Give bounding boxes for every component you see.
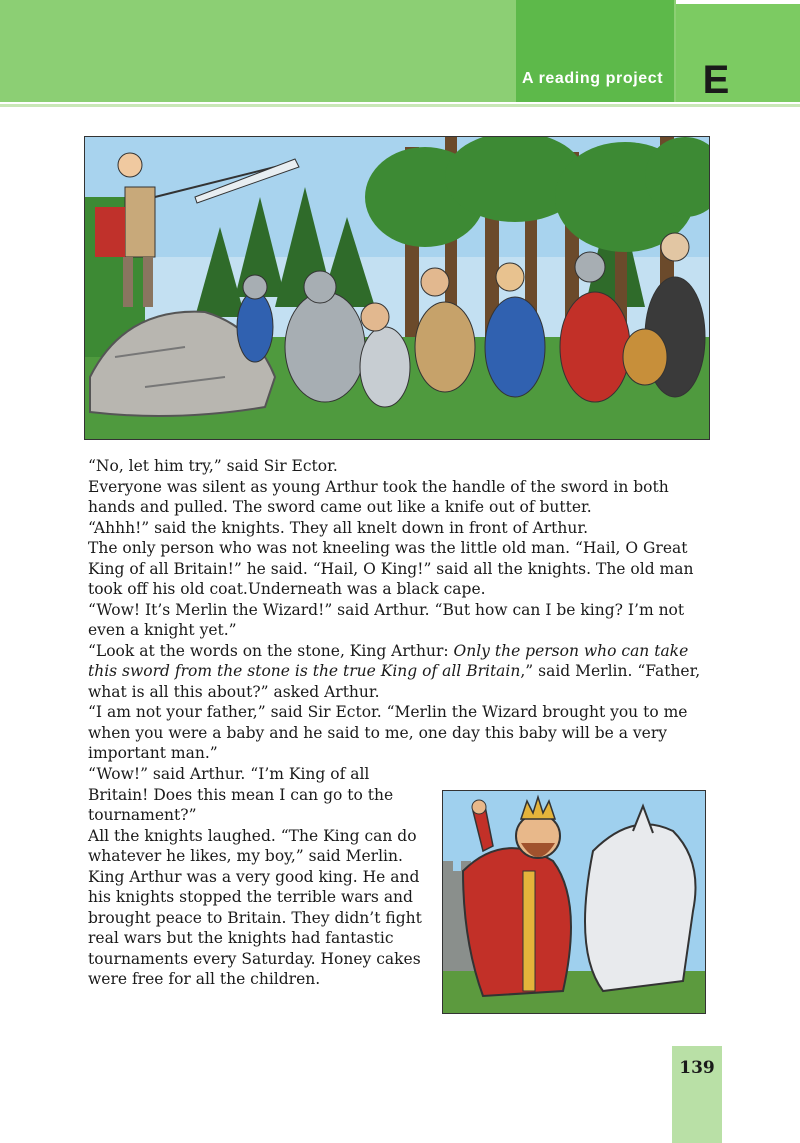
king-arthur-illustration — [442, 790, 706, 1014]
section-title: A reading project — [522, 70, 664, 87]
section-letter: E — [702, 58, 730, 102]
stone-inscription: Only the person who can take this sword from the stone is the true King of all Britain — [88, 641, 689, 680]
story-paragraph: All the knights laughed. “The King can do whatever he likes, my boy,” said Merlin. — [88, 826, 417, 865]
sword-in-stone-illustration — [84, 136, 710, 440]
header-top-tab — [676, 0, 800, 4]
story-text: “Look at the words on the stone, King Arthur: — [88, 641, 454, 660]
story-text-main — [88, 456, 708, 764]
story-paragraph: “Ahhh!” said the knights. They all knelt down in front of Arthur. — [88, 518, 588, 537]
story-paragraph: Everyone was silent as young Arthur took the handle of the sword in both hands and pulled. The sword came out like a knife out of butter. — [88, 477, 669, 516]
story-paragraph: The only person who was not kneeling was the little old man. “Hail, O Great King of all Britain!” he said. “Hail, O King!” said all the knights. The old man took off his old coat.Underneath was a black cape. — [88, 539, 694, 598]
story-paragraph: “No, let him try,” said Sir Ector. — [88, 457, 338, 475]
story-text-column — [88, 764, 433, 990]
story-paragraph: “I am not your father,” said Sir Ector. “Merlin the Wizard brought you to me when you were a baby and he said to me, one day this baby will be a very important man.” — [88, 703, 688, 762]
page-number: 139 — [679, 1058, 715, 1078]
header-divider — [0, 104, 800, 107]
story-paragraph: King Arthur was a very good king. He and his knights stopped the terrible wars and brought peace to Britain. They didn’t fight real wars but the knights had fantastic tournaments every Saturday. Honey cakes were free for all the children. — [88, 867, 422, 988]
story-text: ,” said Merlin. “Father, what is all this about?” asked Arthur. — [88, 662, 701, 701]
story-paragraph: “Wow!” said Arthur. “I’m King of all Britain! Does this mean I can go to the tournament?” — [88, 765, 394, 824]
story-paragraph — [88, 641, 708, 703]
story-paragraph: “Wow! It’s Merlin the Wizard!” said Arthur. “But how can I be king? I’m not even a knight yet.” — [88, 600, 685, 639]
